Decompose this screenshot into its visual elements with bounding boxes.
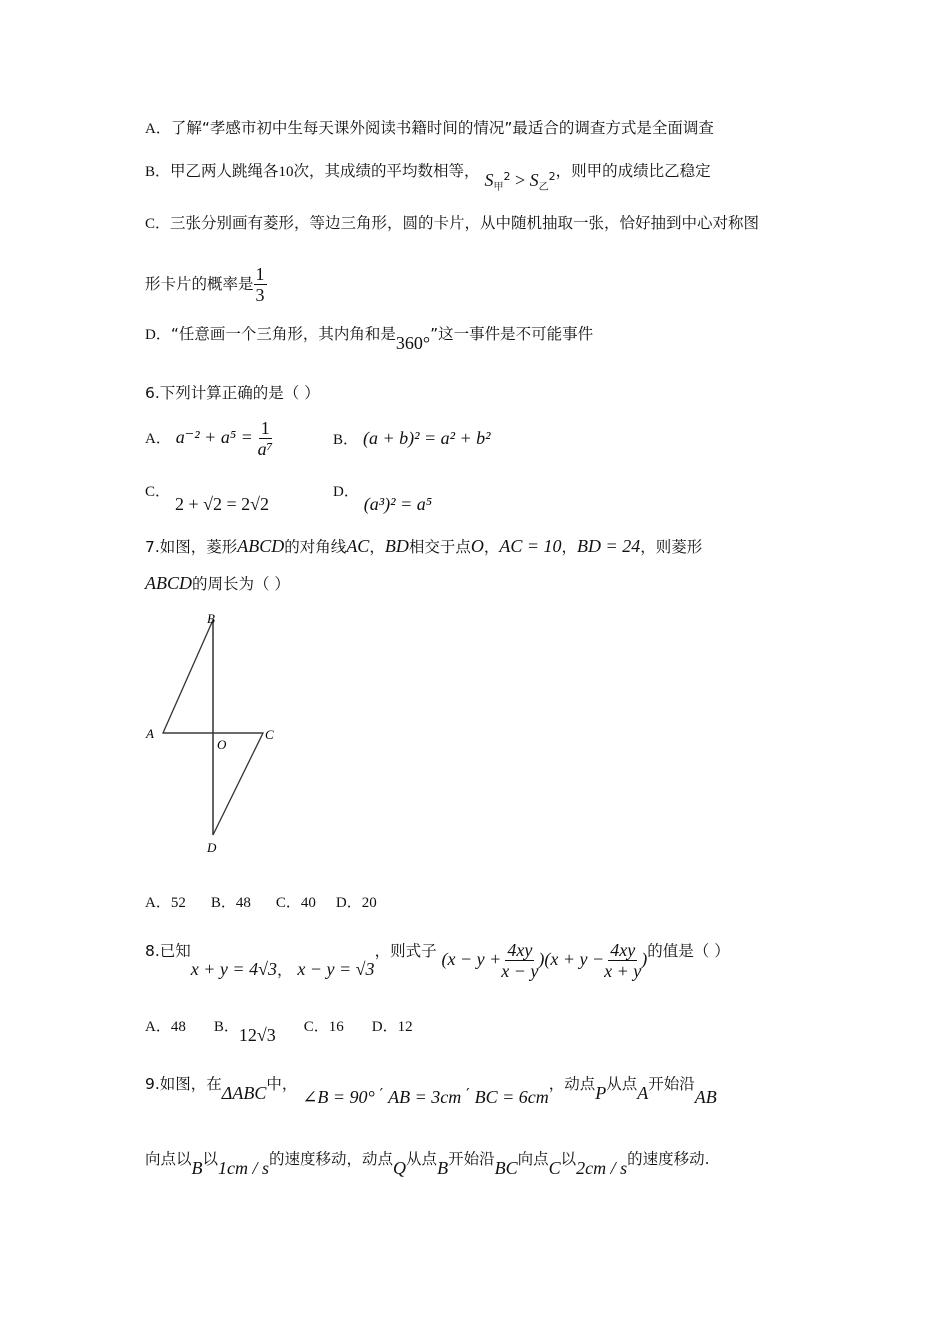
option-a: A．48 [145, 1019, 186, 1035]
numerator: 4xy [507, 940, 533, 960]
math: x + y = 4√3 [190, 959, 277, 979]
math-expr: (a + b)² = a² + b² [362, 428, 491, 448]
text: 8.已知 [145, 942, 191, 960]
math: O [470, 536, 484, 556]
option-text: “任意画一个三角形，其内角和是 [170, 325, 396, 343]
text: 的周长为（ ） [192, 575, 290, 593]
option-d: D．20 [335, 895, 377, 911]
math: BD [384, 536, 409, 556]
text: 从点 [406, 1150, 438, 1168]
option-text: 甲乙两人跳绳各 [170, 162, 279, 181]
q5-option-c-cont [145, 264, 267, 305]
text: ， [483, 538, 500, 556]
math: B [437, 1158, 449, 1178]
numerator: 1 [260, 418, 270, 438]
numerator: 4xy [610, 940, 636, 960]
option-text: 了解“孝感市初中生每天课外阅读书籍时间的情况”最适合的调查方式是全面调查 [170, 119, 714, 137]
option-b-label: B． [213, 1019, 239, 1035]
text: 向点以 [145, 1150, 192, 1168]
option-text: ”这一事件是不可能事件 [430, 325, 594, 343]
angle-value: 360° [395, 333, 431, 353]
text: 从点 [606, 1075, 638, 1093]
math: AB [694, 1087, 717, 1107]
option-label: B． [333, 432, 359, 448]
math-expr: 2 + √2 = 2√2 [174, 494, 270, 514]
q7-options [145, 893, 377, 913]
superscript: 2 [503, 170, 511, 183]
q7-stem-cont [145, 573, 290, 594]
option-text: 次，其成绩的平均数相等， [293, 162, 480, 181]
vertex-label-b: B [207, 611, 215, 626]
q8-stem [145, 940, 730, 981]
vertex-label-a: A [146, 726, 154, 741]
math: B [191, 1158, 203, 1178]
math: BC = 6cm [474, 1087, 549, 1107]
math: BC [494, 1158, 518, 1178]
vertex-label-d: D [207, 840, 217, 855]
math: (x − y + [441, 949, 502, 969]
math-s: S [529, 170, 539, 191]
math-s: S [484, 170, 494, 191]
text: 中， [266, 1075, 298, 1093]
math: C [548, 1158, 561, 1178]
option-label: C． [145, 484, 171, 500]
q8-options [145, 1015, 413, 1045]
math: ABCD [237, 536, 285, 556]
option-d: D．12 [371, 1019, 413, 1035]
center-label-o: O [217, 737, 227, 752]
text: 以 [560, 1150, 577, 1168]
text: 7.如图，菱形 [145, 538, 238, 556]
q5-option-b [145, 157, 711, 194]
numerator: 1 [255, 264, 265, 284]
option-label: D． [145, 327, 171, 343]
fraction [254, 264, 267, 305]
q9-stem: 9.如图，在ΔABC中， ∠B = 90° ′ AB = 3cm ′ BC = 6cm，动点P从点A开始沿AB [145, 1075, 717, 1107]
option-c: C．16 [303, 1019, 344, 1035]
q6-option-c [145, 480, 270, 514]
denominator: 3 [255, 285, 265, 305]
math: ABCD [145, 573, 192, 593]
rhombus-figure [140, 605, 300, 860]
math-gt: > [510, 170, 530, 191]
text: 开始沿 [448, 1150, 495, 1168]
math: x − y = √3 [297, 959, 375, 979]
q7-stem [145, 536, 702, 557]
option-label: B． [145, 164, 171, 181]
math-expr: (a³)² = a⁵ [363, 494, 432, 514]
q6-option-b [333, 428, 491, 450]
variance-inequality [484, 170, 556, 194]
text: 的对角线 [284, 538, 347, 556]
denominator: x − y [501, 961, 539, 981]
option-label: A． [145, 121, 171, 137]
text: ， [561, 538, 578, 556]
text: 9.如图，在 [145, 1075, 222, 1093]
text: 的值是（ ） [647, 942, 730, 960]
q9-stem-cont [145, 1148, 710, 1178]
q6-stem: 6.下列计算正确的是（ ） [145, 384, 320, 402]
math: P [595, 1083, 607, 1103]
math: 2cm / s [576, 1158, 628, 1178]
math: ΔABC [221, 1083, 267, 1103]
text: ， [276, 961, 293, 979]
subscript: 乙 [538, 182, 549, 194]
option-label: C． [145, 216, 171, 232]
option-b: 12√3 [238, 1025, 276, 1045]
superscript: 2 [548, 170, 556, 183]
fraction [501, 940, 538, 981]
fraction [258, 418, 273, 459]
math: Q [393, 1158, 407, 1178]
q6-option-a [145, 418, 273, 459]
text: 的速度移动. [627, 1150, 710, 1168]
math: ) [641, 949, 648, 969]
q5-option-a [145, 118, 714, 139]
text: 的速度移动，动点 [269, 1150, 394, 1168]
math: AC [346, 536, 370, 556]
option-text: 形卡片的概率是 [145, 275, 254, 293]
option-label: A． [145, 431, 171, 447]
math: BD = 24 [577, 536, 641, 556]
q5-option-d [145, 323, 594, 353]
option-label: D． [333, 484, 359, 500]
q5-option-c [145, 213, 759, 234]
vertex-label-c: C [265, 727, 274, 742]
subscript: 甲 [493, 182, 504, 194]
math: AC = 10 [499, 536, 562, 556]
q6-option-d [333, 480, 432, 514]
text: 以 [202, 1150, 219, 1168]
math: A [637, 1083, 649, 1103]
math: ∠B = 90° [302, 1087, 375, 1107]
text: 开始沿 [648, 1075, 695, 1093]
option-b: B．48 [210, 895, 251, 911]
option-c: C．40 [275, 895, 316, 911]
math: )(x + y − [538, 949, 605, 969]
option-number: 10 [278, 164, 294, 181]
math-expr: a⁻² + a⁵ = [175, 427, 253, 447]
fraction [604, 940, 641, 981]
text: 相交于点 [408, 538, 471, 556]
denominator: x + y [604, 961, 642, 981]
denominator: a⁷ [257, 439, 273, 459]
text: 向点 [517, 1150, 549, 1168]
text: ， [369, 538, 385, 556]
option-a: A．52 [145, 895, 186, 911]
math: 1cm / s [218, 1158, 270, 1178]
option-text: ，则甲的成绩比乙稳定 [555, 162, 711, 181]
text: ，则式子 [374, 942, 437, 960]
math: AB = 3cm [388, 1087, 462, 1107]
option-text: 三张分别画有菱形，等边三角形，圆的卡片，从中随机抽取一张，恰好抽到中心对称图 [170, 214, 760, 232]
text: ，动点 [548, 1075, 596, 1093]
text: ，则菱形 [640, 538, 703, 556]
